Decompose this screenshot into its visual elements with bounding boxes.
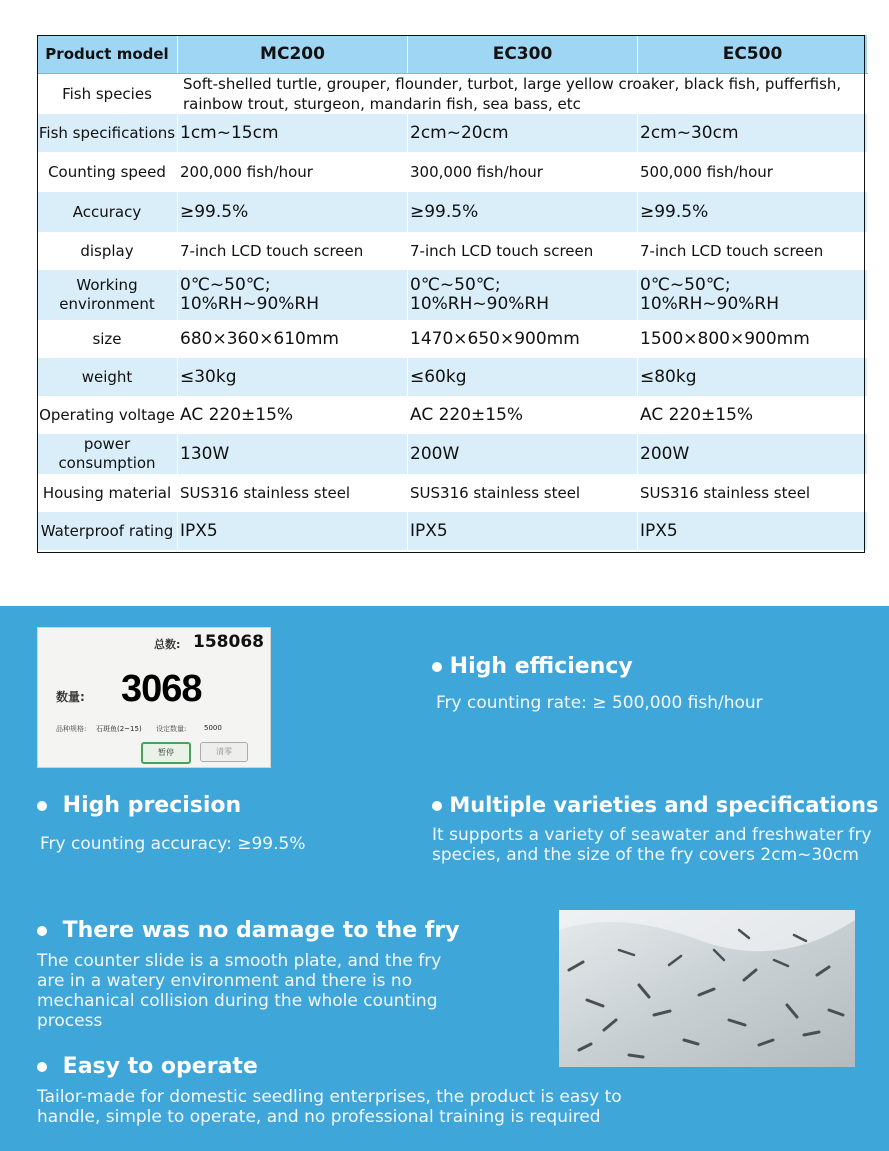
- feature-text: It supports a variety of seawater and freshwater fry species, and the size of the fry covers 2cm~30cm: [432, 825, 872, 865]
- feature-high-precision: [37, 793, 417, 854]
- feature-title: [37, 793, 417, 818]
- spec-value: 石斑鱼(2~15): [96, 725, 142, 733]
- cell-ec300: IPX5: [408, 512, 638, 550]
- table-row: [37, 152, 868, 192]
- spec-label: 品种规格:: [56, 725, 87, 733]
- cell-ec500: 7-inch LCD touch screen: [638, 232, 868, 270]
- feature-title: [37, 918, 460, 943]
- header-ec300: EC300: [408, 35, 638, 74]
- quantity-label: 数量:: [56, 690, 85, 704]
- clear-button: 清零: [200, 742, 248, 762]
- table-row-fish-species: [37, 74, 868, 115]
- row-label: Waterproof rating: [37, 512, 178, 550]
- cell-mc200: 0℃~50℃; 10%RH~90%RH: [178, 270, 408, 320]
- cell-mc200: IPX5: [178, 512, 408, 550]
- row-label: Accuracy: [37, 192, 178, 232]
- row-label: display: [37, 232, 178, 270]
- cell-ec300: ≥99.5%: [408, 192, 638, 232]
- cell-mc200: 1cm~15cm: [178, 114, 408, 152]
- row-label: Fish species: [37, 74, 178, 115]
- set-quantity-label: 设定数量:: [156, 725, 187, 733]
- spec-table: [37, 35, 868, 550]
- cell-mc200: 200,000 fish/hour: [178, 152, 408, 192]
- cell-ec300: 300,000 fish/hour: [408, 152, 638, 192]
- row-label: Operating voltage: [37, 396, 178, 434]
- total-value: 158068: [193, 632, 264, 652]
- cell-mc200: 7-inch LCD touch screen: [178, 232, 408, 270]
- row-label: Working environment: [37, 270, 178, 320]
- total-label: 总数:: [154, 638, 181, 651]
- feature-multiple-varieties: [432, 793, 879, 865]
- quantity-value: 3068: [121, 668, 202, 710]
- cell-mc200: ≤30kg: [178, 358, 408, 396]
- feature-easy-to-operate: [37, 1054, 697, 1127]
- table-row: [37, 320, 868, 358]
- feature-high-efficiency: [432, 654, 862, 713]
- table-row: [37, 358, 868, 396]
- feature-title-text: High efficiency: [449, 654, 633, 679]
- feature-text: Tailor-made for domestic seedling enterprises, the product is easy to handle, simple to operate, and no professional training is required: [37, 1087, 622, 1127]
- header-mc200: MC200: [178, 35, 408, 74]
- cell-mc200: SUS316 stainless steel: [178, 474, 408, 512]
- cell-mc200: 680×360×610mm: [178, 320, 408, 358]
- cell-ec500: AC 220±15%: [638, 396, 868, 434]
- cell-ec500: 0℃~50℃; 10%RH~90%RH: [638, 270, 868, 320]
- table-row: [37, 474, 868, 512]
- counter-screen-image: [37, 627, 271, 768]
- bullet-icon: [432, 662, 442, 672]
- table-row: [37, 512, 868, 550]
- feature-text: Fry counting accuracy: ≥99.5%: [40, 834, 306, 854]
- cell-ec300: SUS316 stainless steel: [408, 474, 638, 512]
- bullet-icon: [432, 801, 442, 811]
- table-row: [37, 270, 868, 320]
- feature-title-text: There was no damage to the fry: [62, 918, 460, 943]
- header-product-model: Product model: [37, 35, 178, 74]
- bullet-icon: [37, 801, 47, 811]
- feature-text: Fry counting rate: ≥ 500,000 fish/hour: [436, 693, 763, 713]
- cell-ec300: ≤60kg: [408, 358, 638, 396]
- header-ec500: EC500: [638, 35, 868, 74]
- row-label: power consumption: [37, 434, 178, 474]
- row-label: Housing material: [37, 474, 178, 512]
- cell-ec300: 1470×650×900mm: [408, 320, 638, 358]
- cell-ec500: ≥99.5%: [638, 192, 868, 232]
- feature-title: [432, 654, 862, 679]
- row-label: Counting speed: [37, 152, 178, 192]
- feature-text: The counter slide is a smooth plate, and the fry are in a watery environment and there is no mechanical collision during the whole counting process: [37, 951, 442, 1031]
- cell-ec500: 2cm~30cm: [638, 114, 868, 152]
- feature-title: [37, 1054, 697, 1079]
- row-label: weight: [37, 358, 178, 396]
- cell-ec500: 500,000 fish/hour: [638, 152, 868, 192]
- cell-ec300: 200W: [408, 434, 638, 474]
- cell-ec300: AC 220±15%: [408, 396, 638, 434]
- feature-title-text: High precision: [62, 793, 242, 818]
- cell-ec300: 7-inch LCD touch screen: [408, 232, 638, 270]
- set-quantity-value: 5000: [204, 724, 222, 732]
- cell-ec500: IPX5: [638, 512, 868, 550]
- cell-mc200: 130W: [178, 434, 408, 474]
- table-header-row: [37, 35, 868, 74]
- cell-ec500: SUS316 stainless steel: [638, 474, 868, 512]
- fry-photo-graphic: [559, 910, 855, 1067]
- cell-mc200: AC 220±15%: [178, 396, 408, 434]
- cell-ec500: ≤80kg: [638, 358, 868, 396]
- row-label: Fish specifications: [37, 114, 178, 152]
- cell-ec500: 200W: [638, 434, 868, 474]
- bullet-icon: [37, 1062, 47, 1072]
- cell-ec300: 2cm~20cm: [408, 114, 638, 152]
- feature-panel: [0, 606, 889, 1151]
- feature-title: [432, 793, 879, 817]
- table-row: [37, 114, 868, 152]
- bullet-icon: [37, 926, 47, 936]
- feature-title-text: Easy to operate: [62, 1054, 258, 1079]
- cell-mc200: ≥99.5%: [178, 192, 408, 232]
- cell-ec300: 0℃~50℃; 10%RH~90%RH: [408, 270, 638, 320]
- row-label: size: [37, 320, 178, 358]
- table-row: [37, 396, 868, 434]
- feature-no-damage: [37, 918, 460, 1031]
- fry-photo-image: [559, 910, 855, 1067]
- feature-title-text: Multiple varieties and specifications: [449, 793, 879, 817]
- table-row: [37, 434, 868, 474]
- fish-species-value: Soft-shelled turtle, grouper, flounder, turbot, large yellow croaker, black fish, pufferfish, rainbow trout, sturgeon, mandarin fish, sea bass, etc: [178, 74, 868, 115]
- table-row: [37, 192, 868, 232]
- table-row: [37, 232, 868, 270]
- cell-ec500: 1500×800×900mm: [638, 320, 868, 358]
- pause-button: 暂停: [141, 742, 191, 764]
